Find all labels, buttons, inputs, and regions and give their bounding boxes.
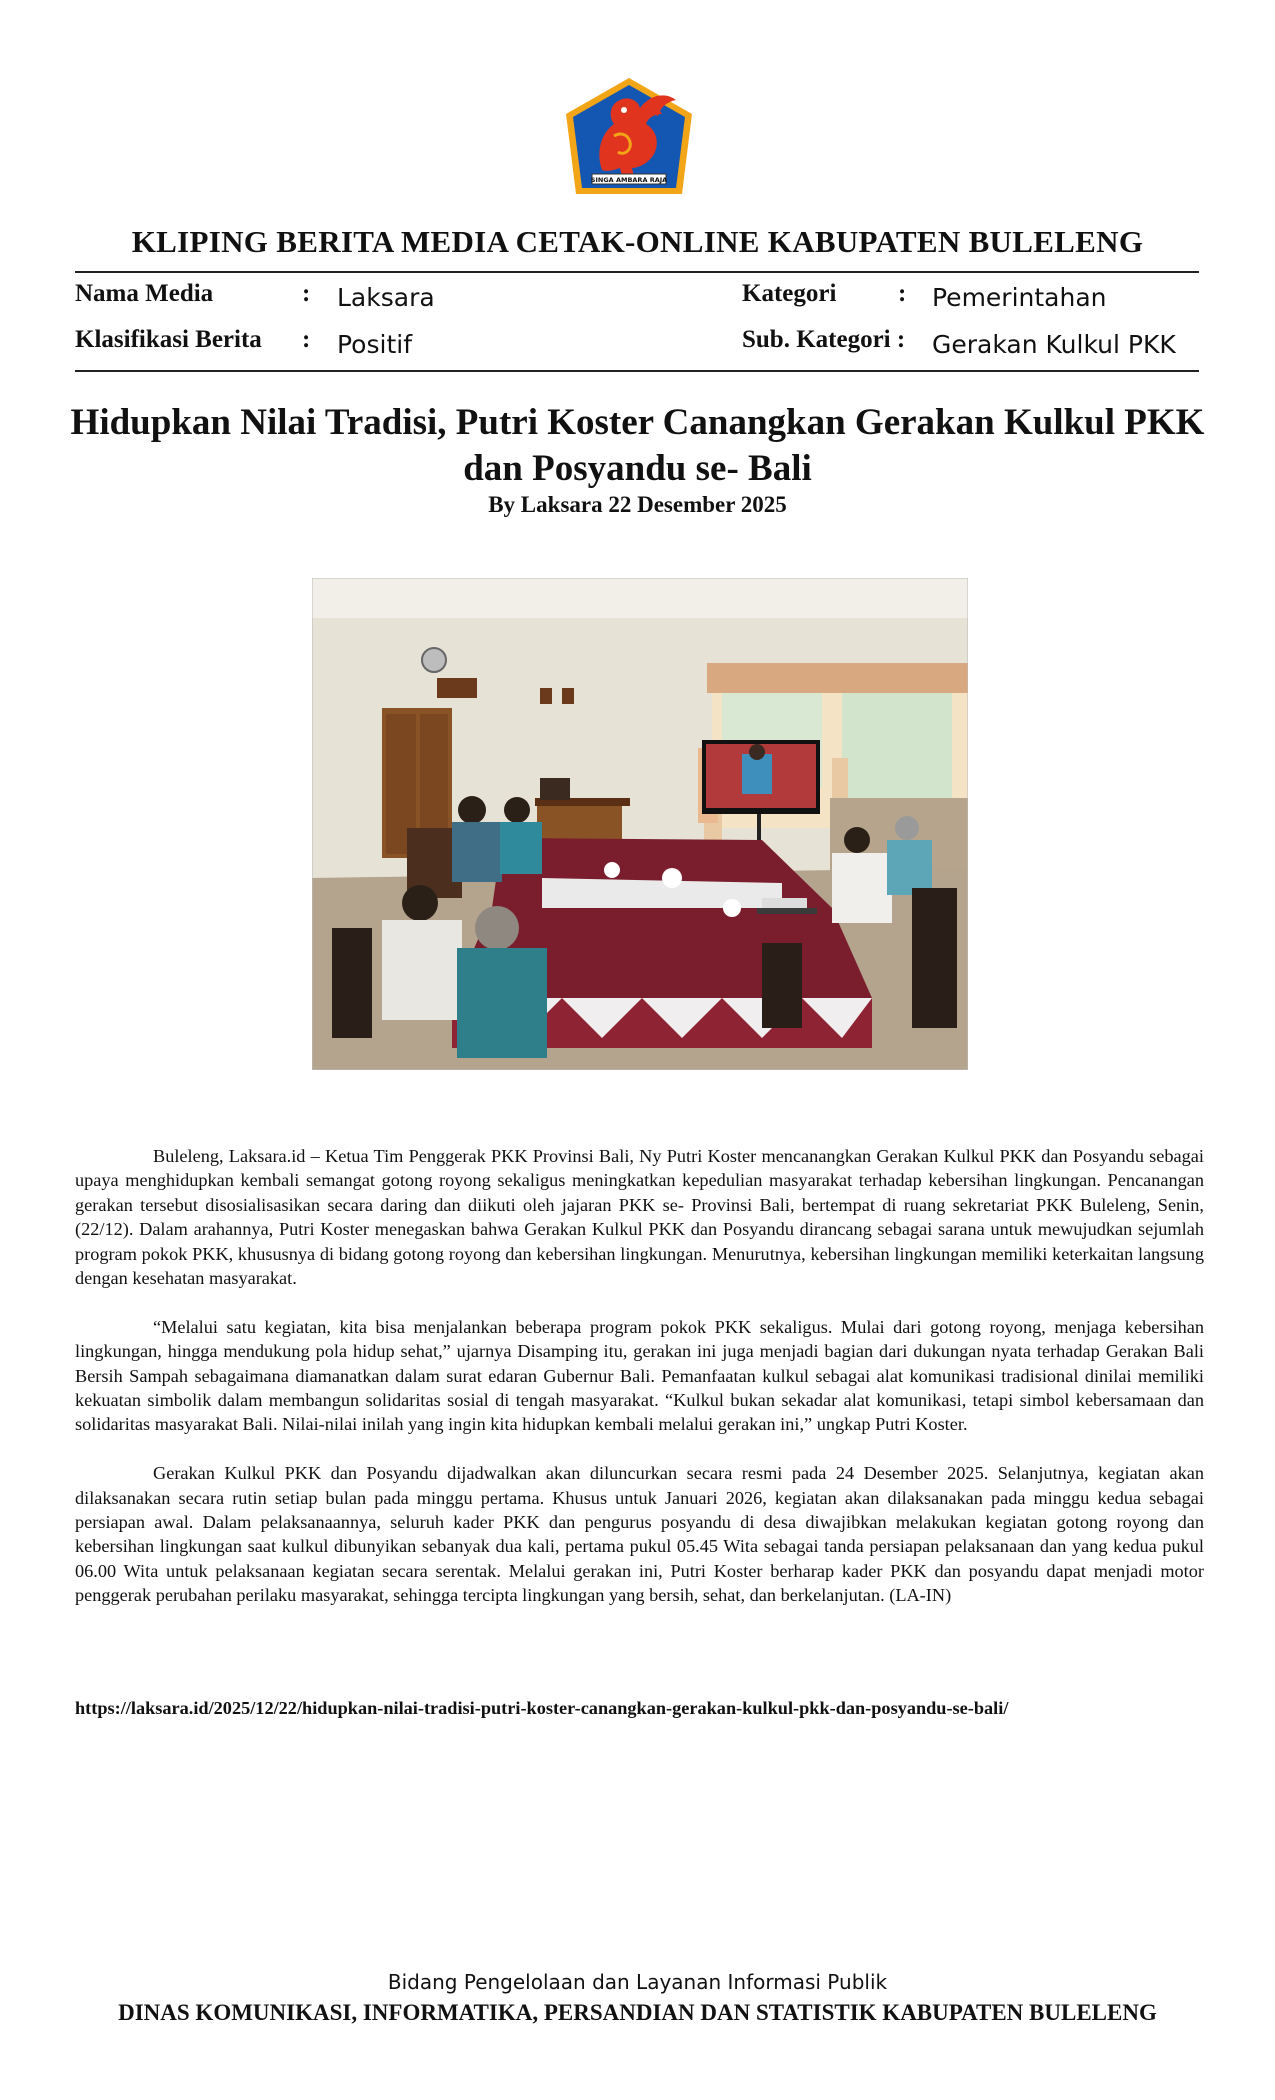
colon: : <box>898 280 907 307</box>
kategori-label: Kategori <box>742 280 837 307</box>
klasifikasi-value: Positif <box>337 330 412 359</box>
footer-division: Bidang Pengelolaan dan Layanan Informasi Publik <box>387 1970 888 1994</box>
page-title: KLIPING BERITA MEDIA CETAK-ONLINE KABUPATEN BULELENG <box>131 224 1144 259</box>
subkategori-label: Sub. Kategori : <box>742 326 906 353</box>
footer-agency: DINAS KOMUNIKASI, INFORMATIKA, PERSANDIAN DAN STATISTIK KABUPATEN BULELENG <box>118 2000 1157 2025</box>
buleleng-regency-logo <box>562 76 696 200</box>
divider-bottom <box>75 370 1199 372</box>
article-paragraph: Buleleng, Laksara.id – Ketua Tim Penggerak PKK Provinsi Bali, Ny Putri Koster mencanangkan Gerakan Kulkul PKK dan Posyandu sebagai upaya menghidupkan kembali semangat gotong royong sekaligus meningkatkan kepedulian masyarakat terhadap kebersihan lingkungan. Pencanangan gerakan tersebut disosialisasikan secara daring dan diikuti oleh jajaran PKK se- Provinsi Bali, bertempat di ruang sekretariat PKK Buleleng, Senin, (22/12). Dalam arahannya, Putri Koster menegaskan bahwa Gerakan Kulkul PKK dan Posyandu dirancang sebagai sarana untuk mewujudkan sejumlah program pokok PKK, khususnya di bidang gotong royong dan kebersihan lingkungan. Menurutnya, kebersihan lingkungan memiliki keterkaitan langsung dengan kesehatan masyarakat. <box>75 1146 1204 1289</box>
article-headline: Hidupkan Nilai Tradisi, Putri Koster Canangkan Gerakan Kulkul PKK dan Posyandu se- Bali <box>70 402 1205 489</box>
logo-motto: SINGA AMBARA RAJA <box>590 176 668 184</box>
source-url: https://laksara.id/2025/12/22/hidupkan-nilai-tradisi-putri-koster-canangkan-gerakan-kulkul-pkk-dan-posyandu-se-bali/ <box>75 1698 1009 1718</box>
klasifikasi-label: Klasifikasi Berita <box>75 326 262 353</box>
nama-media-label: Nama Media <box>75 280 214 307</box>
article-photo <box>312 578 968 1070</box>
colon: : <box>302 280 311 307</box>
subkategori-value: Gerakan Kulkul PKK <box>932 330 1176 359</box>
article-byline: By Laksara 22 Desember 2025 <box>488 492 787 517</box>
article-body <box>75 1144 1204 1632</box>
divider-top <box>75 271 1199 273</box>
colon: : <box>302 326 311 353</box>
article-paragraph: Gerakan Kulkul PKK dan Posyandu dijadwalkan akan diluncurkan secara resmi pada 24 Desember 2025. Selanjutnya, kegiatan akan dilaksanakan secara rutin setiap bulan pada minggu pertama. Khusus untuk Januari 2026, kegiatan akan dilaksanakan pada minggu kedua sebagai persiapan awal. Dalam pelaksanaannya, seluruh kader PKK dan pengurus posyandu di desa diwajibkan melakukan kegiatan gotong royong dan kebersihan lingkungan saat kulkul dibunyikan sebanyak dua kali, pertama pukul 05.45 Wita sebagai tanda persiapan pelaksanaan dan yang kedua pukul 06.00 Wita untuk pelaksanaan kegiatan secara serentak. Melalui gerakan ini, Putri Koster berharap kader PKK dan posyandu dapat menjadi motor penggerak perubahan perilaku masyarakat, sehingga tercipta lingkungan yang bersih, sehat, dan berkelanjutan. (LA-IN) <box>75 1463 1204 1606</box>
article-paragraph: “Melalui satu kegiatan, kita bisa menjalankan beberapa program pokok PKK sekaligus. Mulai dari gotong royong, menjaga kebersihan lingkungan, hingga mendukung pola hidup sehat,” ujarnya Disamping itu, gerakan ini juga menjadi bagian dari dukungan nyata terhadap Gerakan Bali Bersih Sampah sebagaimana diamanatkan dalam surat edaran Gubernur Bali. Pemanfaatan kulkul sebagai alat komunikasi tradisional dinilai memiliki kekuatan simbolik dalam membangun solidaritas sosial di tengah masyarakat. “Kulkul bukan sekadar alat komunikasi, tetapi simbol kebersamaan dan solidaritas masyarakat Bali. Nilai-nilai inilah yang ingin kita hidupkan kembali melalui gerakan ini,” ungkap Putri Koster. <box>75 1316 1204 1435</box>
kategori-value: Pemerintahan <box>932 283 1107 312</box>
nama-media-value: Laksara <box>337 283 435 312</box>
